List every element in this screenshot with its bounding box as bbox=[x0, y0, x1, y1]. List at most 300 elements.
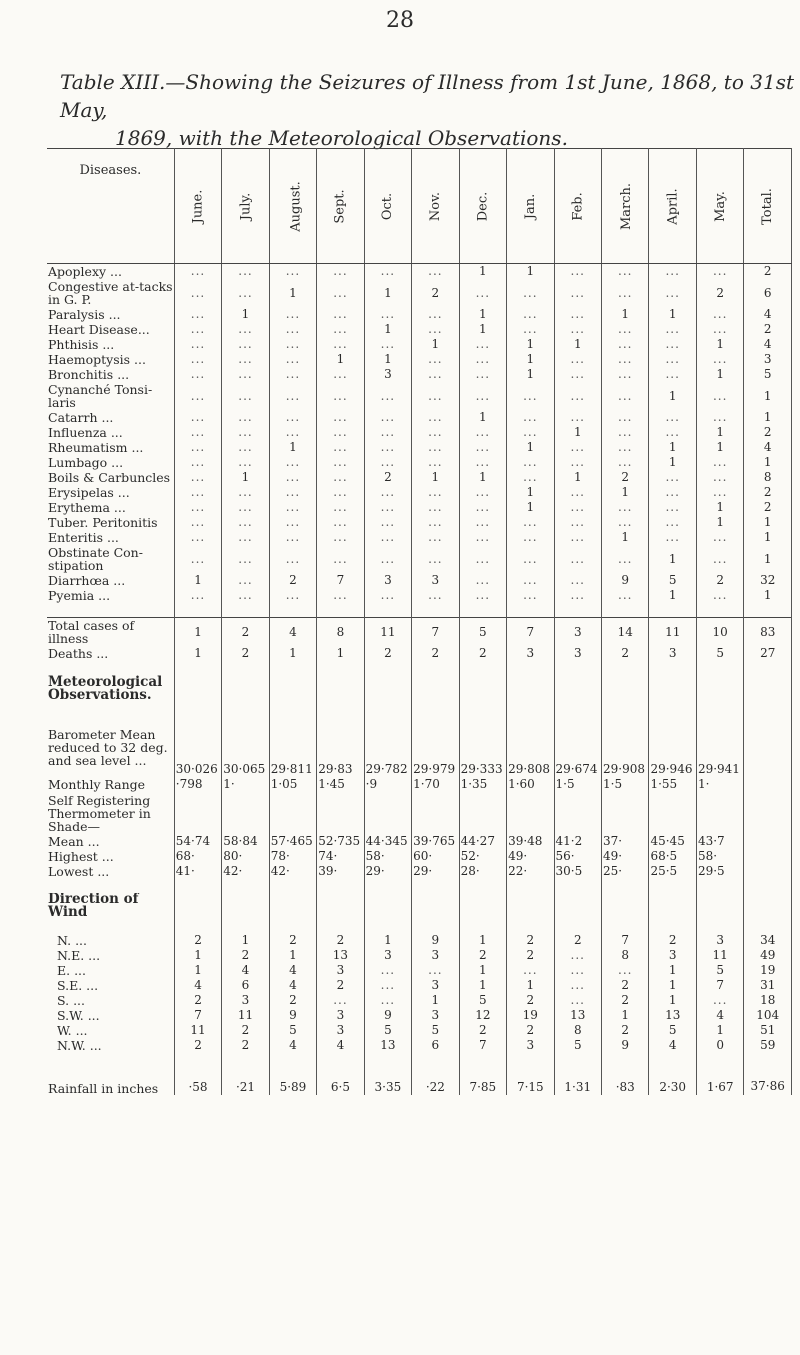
table-cell: ... bbox=[554, 963, 601, 978]
table-cell: 25·5 bbox=[649, 864, 696, 879]
table-cell: ... bbox=[649, 322, 696, 337]
row-label: Haemoptysis ... bbox=[47, 352, 174, 367]
table-cell: ... bbox=[174, 279, 221, 307]
table-cell: 2 bbox=[174, 933, 221, 948]
table-cell: ... bbox=[554, 545, 601, 573]
empty-cell bbox=[602, 661, 649, 675]
table-cell bbox=[744, 893, 792, 919]
disease-row bbox=[47, 279, 792, 307]
row-label: Congestive at-tacks in G. P. bbox=[48, 279, 173, 307]
table-cell: 1 bbox=[696, 337, 743, 352]
table-cell: ... bbox=[317, 307, 364, 322]
table-cell: ... bbox=[602, 500, 649, 515]
empty-cell bbox=[317, 603, 364, 618]
table-cell: ... bbox=[649, 470, 696, 485]
table-cell: ... bbox=[649, 500, 696, 515]
table-cell: ... bbox=[174, 367, 221, 382]
table-cell: 2 bbox=[602, 993, 649, 1008]
table-cell: 78· bbox=[269, 849, 316, 864]
table-cell: 41·2 bbox=[554, 834, 601, 849]
empty-cell bbox=[412, 919, 459, 933]
table-cell: ... bbox=[174, 440, 221, 455]
table-cell: 2 bbox=[459, 1023, 506, 1038]
empty-cell bbox=[744, 661, 792, 675]
table-cell: ... bbox=[364, 382, 411, 410]
table-cell: ... bbox=[317, 530, 364, 545]
table-cell: 2 bbox=[222, 1023, 269, 1038]
table-cell: ... bbox=[174, 307, 221, 322]
row-label: Highest ... bbox=[47, 849, 174, 864]
table-cell: 3 bbox=[364, 367, 411, 382]
table-cell: ... bbox=[459, 352, 506, 367]
table-cell: 5 bbox=[696, 646, 743, 661]
month-header: Sept. bbox=[317, 149, 364, 264]
table-cell: ... bbox=[507, 307, 554, 322]
table-cell: 42· bbox=[269, 864, 316, 879]
disease-row bbox=[47, 545, 792, 573]
table-cell: 9 bbox=[602, 1038, 649, 1053]
table-cell: 3 bbox=[317, 963, 364, 978]
table-cell bbox=[649, 893, 696, 919]
table-cell: 44·345 bbox=[364, 834, 411, 849]
row-label: Barometer Mean reduced to 32 deg. and sea level ... bbox=[47, 717, 174, 777]
table-cell: ... bbox=[696, 352, 743, 367]
table-cell: ... bbox=[317, 367, 364, 382]
table-cell: 3 bbox=[412, 1008, 459, 1023]
table-cell: 2 bbox=[459, 948, 506, 963]
empty-cell bbox=[47, 879, 174, 893]
table-cell: 2 bbox=[269, 993, 316, 1008]
table-cell: 7 bbox=[174, 1008, 221, 1023]
table-cell: 2 bbox=[602, 646, 649, 661]
table-cell: 13 bbox=[649, 1008, 696, 1023]
table-cell: ... bbox=[222, 485, 269, 500]
table-cell: 39·48 bbox=[507, 834, 554, 849]
empty-cell bbox=[554, 661, 601, 675]
table-cell: 58· bbox=[696, 849, 743, 864]
table-cell: ... bbox=[269, 545, 316, 573]
table-cell: 29·946 bbox=[649, 717, 696, 777]
row-label: Rheumatism ... bbox=[47, 440, 174, 455]
table-cell: ... bbox=[174, 352, 221, 367]
table-cell: ... bbox=[554, 367, 601, 382]
empty-cell bbox=[222, 603, 269, 618]
table-cell bbox=[507, 893, 554, 919]
row-label: Boils & Carbuncles bbox=[47, 470, 174, 485]
empty-cell bbox=[269, 919, 316, 933]
table-cell: ... bbox=[554, 352, 601, 367]
spacer-row bbox=[47, 603, 792, 618]
table-cell: 9 bbox=[412, 933, 459, 948]
table-cell: 11 bbox=[649, 618, 696, 647]
table-cell: ... bbox=[649, 367, 696, 382]
table-cell: 68·5 bbox=[649, 849, 696, 864]
empty-cell bbox=[602, 879, 649, 893]
table-cell: 5·89 bbox=[269, 1053, 316, 1095]
empty-cell bbox=[47, 703, 174, 717]
table-cell: 1·5 bbox=[554, 777, 601, 792]
table-cell: 4 bbox=[222, 963, 269, 978]
row-label: S.W. ... bbox=[47, 1008, 174, 1023]
table-cell: 104 bbox=[744, 1008, 792, 1023]
table-cell: ... bbox=[602, 515, 649, 530]
table-cell: ... bbox=[649, 279, 696, 307]
table-cell: ... bbox=[602, 455, 649, 470]
table-cell: ... bbox=[364, 515, 411, 530]
table-cell: 3 bbox=[364, 573, 411, 588]
table-cell: 1 bbox=[744, 410, 792, 425]
table-cell: ... bbox=[412, 515, 459, 530]
table-cell: ... bbox=[554, 455, 601, 470]
empty-cell bbox=[554, 703, 601, 717]
table-cell: 4 bbox=[174, 978, 221, 993]
table-cell: 1 bbox=[744, 455, 792, 470]
table-cell: 1 bbox=[269, 279, 316, 307]
disease-row bbox=[47, 500, 792, 515]
empty-cell bbox=[459, 919, 506, 933]
table-cell: ... bbox=[222, 425, 269, 440]
table-cell: 9 bbox=[602, 573, 649, 588]
table-cell: ... bbox=[269, 455, 316, 470]
table-cell: 1 bbox=[174, 646, 221, 661]
table-cell bbox=[507, 792, 554, 834]
table-cell: 30·065 bbox=[222, 717, 269, 777]
disease-row bbox=[47, 322, 792, 337]
table-cell: ... bbox=[459, 545, 506, 573]
row-label: Lowest ... bbox=[47, 864, 174, 879]
table-cell: 3 bbox=[744, 352, 792, 367]
table-cell: 2·30 bbox=[649, 1053, 696, 1095]
table-cell: ... bbox=[269, 485, 316, 500]
table-cell: ... bbox=[269, 425, 316, 440]
table-cell: ... bbox=[364, 993, 411, 1008]
table-cell: ... bbox=[317, 500, 364, 515]
empty-cell bbox=[554, 603, 601, 618]
table-cell: 29·782 bbox=[364, 717, 411, 777]
table-cell: ... bbox=[459, 279, 506, 307]
table-cell: 2 bbox=[744, 485, 792, 500]
empty-cell bbox=[222, 703, 269, 717]
table-cell: 1 bbox=[459, 963, 506, 978]
table-cell bbox=[696, 893, 743, 919]
table-cell: ... bbox=[412, 545, 459, 573]
empty-cell bbox=[744, 919, 792, 933]
table-cell: ... bbox=[554, 440, 601, 455]
row-label: Pyemia ... bbox=[47, 588, 174, 603]
table-cell: 29·83 bbox=[317, 717, 364, 777]
table-cell: ·9 bbox=[364, 777, 411, 792]
row-label: E. ... bbox=[47, 963, 174, 978]
disease-row bbox=[47, 264, 792, 280]
table-cell: 29·5 bbox=[696, 864, 743, 879]
table-cell: 44·27 bbox=[459, 834, 506, 849]
table-cell: 3 bbox=[696, 933, 743, 948]
table-cell: 3 bbox=[317, 1008, 364, 1023]
illness-meteorology-table bbox=[47, 148, 792, 1095]
table-cell: ... bbox=[459, 500, 506, 515]
table-cell: ... bbox=[412, 425, 459, 440]
row-label: Erysipelas ... bbox=[47, 485, 174, 500]
table-cell: 29·908 bbox=[602, 717, 649, 777]
table-cell: 1 bbox=[649, 993, 696, 1008]
empty-cell bbox=[507, 879, 554, 893]
row-label: Lumbago ... bbox=[47, 455, 174, 470]
table-cell: ... bbox=[649, 352, 696, 367]
empty-cell bbox=[269, 661, 316, 675]
wind-row bbox=[47, 1008, 792, 1023]
disease-row bbox=[47, 440, 792, 455]
table-cell: 8 bbox=[554, 1023, 601, 1038]
table-cell: 57·465 bbox=[269, 834, 316, 849]
month-header: Feb. bbox=[554, 149, 601, 264]
table-cell: 2 bbox=[507, 933, 554, 948]
table-cell bbox=[744, 675, 792, 703]
table-cell bbox=[696, 792, 743, 834]
table-cell: ... bbox=[364, 588, 411, 603]
empty-cell bbox=[696, 703, 743, 717]
table-cell: ... bbox=[554, 322, 601, 337]
table-cell: 1 bbox=[459, 264, 506, 280]
table-cell: 7 bbox=[507, 618, 554, 647]
empty-cell bbox=[317, 879, 364, 893]
table-cell: 13 bbox=[554, 1008, 601, 1023]
table-cell: 2 bbox=[222, 646, 269, 661]
table-cell: 1 bbox=[649, 963, 696, 978]
table-cell bbox=[649, 675, 696, 703]
table-cell: ·58 bbox=[174, 1053, 221, 1095]
row-label: N.E. ... bbox=[47, 948, 174, 963]
table-cell: 2 bbox=[507, 948, 554, 963]
table-cell bbox=[507, 675, 554, 703]
table-cell bbox=[602, 675, 649, 703]
spacer-row bbox=[47, 703, 792, 717]
wind-row bbox=[47, 948, 792, 963]
table-cell: 13 bbox=[364, 1038, 411, 1053]
table-cell: 3 bbox=[554, 646, 601, 661]
table-cell: 0 bbox=[696, 1038, 743, 1053]
table-cell bbox=[222, 675, 269, 703]
table-cell: ... bbox=[459, 382, 506, 410]
table-cell: 1·5 bbox=[602, 777, 649, 792]
row-label: S. ... bbox=[47, 993, 174, 1008]
table-cell: ... bbox=[412, 440, 459, 455]
table-cell: ... bbox=[649, 337, 696, 352]
table-cell: ... bbox=[222, 515, 269, 530]
table-cell: 58·84 bbox=[222, 834, 269, 849]
table-cell bbox=[364, 792, 411, 834]
table-cell: 5 bbox=[696, 963, 743, 978]
table-cell: ... bbox=[649, 425, 696, 440]
table-cell: 49· bbox=[602, 849, 649, 864]
row-label: W. ... bbox=[47, 1023, 174, 1038]
table-cell: ... bbox=[317, 279, 364, 307]
table-cell: 4 bbox=[269, 618, 316, 647]
table-cell: 2 bbox=[554, 933, 601, 948]
table-cell bbox=[269, 675, 316, 703]
table-cell: 5 bbox=[269, 1023, 316, 1038]
table-cell: 3 bbox=[364, 948, 411, 963]
table-cell bbox=[602, 792, 649, 834]
empty-cell bbox=[696, 661, 743, 675]
empty-cell bbox=[269, 603, 316, 618]
table-cell: 37·86 bbox=[744, 1053, 792, 1095]
empty-cell bbox=[317, 703, 364, 717]
table-cell: 11 bbox=[174, 1023, 221, 1038]
empty-cell bbox=[222, 879, 269, 893]
table-cell: 80· bbox=[222, 849, 269, 864]
table-cell bbox=[364, 675, 411, 703]
table-cell: 1 bbox=[412, 993, 459, 1008]
table-cell: 1 bbox=[649, 440, 696, 455]
table-cell: ... bbox=[696, 993, 743, 1008]
table-cell: ... bbox=[412, 485, 459, 500]
empty-cell bbox=[696, 603, 743, 618]
table-cell: 1 bbox=[744, 588, 792, 603]
table-cell: 59 bbox=[744, 1038, 792, 1053]
table-cell: 68· bbox=[174, 849, 221, 864]
table-cell: ... bbox=[554, 515, 601, 530]
table-cell: ... bbox=[364, 425, 411, 440]
table-cell: ... bbox=[602, 545, 649, 573]
empty-cell bbox=[269, 879, 316, 893]
table-cell: 11 bbox=[696, 948, 743, 963]
month-header: Dec. bbox=[459, 149, 506, 264]
table-cell: ... bbox=[649, 515, 696, 530]
table-cell: 1·35 bbox=[459, 777, 506, 792]
table-cell: ... bbox=[269, 367, 316, 382]
diseases-header: Diseases. bbox=[47, 149, 174, 264]
empty-cell bbox=[554, 879, 601, 893]
table-cell: 1 bbox=[649, 545, 696, 573]
table-cell: 1 bbox=[696, 440, 743, 455]
table-cell: ... bbox=[696, 470, 743, 485]
table-cell: ... bbox=[507, 573, 554, 588]
table-cell: 7 bbox=[412, 618, 459, 647]
empty-cell bbox=[174, 879, 221, 893]
table-cell: ... bbox=[317, 455, 364, 470]
table-cell: ... bbox=[507, 279, 554, 307]
table-cell: 5 bbox=[554, 1038, 601, 1053]
table-cell: ... bbox=[459, 425, 506, 440]
table-cell: ... bbox=[696, 588, 743, 603]
table-cell: 4 bbox=[744, 307, 792, 322]
table-cell: ... bbox=[364, 264, 411, 280]
month-header: March. bbox=[602, 149, 649, 264]
table-cell: 2 bbox=[507, 1023, 554, 1038]
table-cell: ... bbox=[317, 588, 364, 603]
table-cell: 3 bbox=[649, 948, 696, 963]
table-cell: 1 bbox=[222, 307, 269, 322]
table-cell: 5 bbox=[744, 367, 792, 382]
table-cell: ... bbox=[459, 530, 506, 545]
table-cell: 1 bbox=[649, 307, 696, 322]
table-cell: 41· bbox=[174, 864, 221, 879]
table-cell: 6·5 bbox=[317, 1053, 364, 1095]
table-cell bbox=[649, 792, 696, 834]
table-cell bbox=[174, 792, 221, 834]
table-cell: ... bbox=[507, 588, 554, 603]
row-label: Direction of Wind bbox=[47, 893, 174, 919]
table-cell: ... bbox=[174, 545, 221, 573]
disease-row bbox=[47, 588, 792, 603]
table-cell: 1·55 bbox=[649, 777, 696, 792]
table-cell: ... bbox=[602, 367, 649, 382]
disease-row bbox=[47, 515, 792, 530]
table-cell: ... bbox=[602, 382, 649, 410]
table-cell: ... bbox=[602, 322, 649, 337]
table-cell: 1 bbox=[364, 322, 411, 337]
empty-cell bbox=[459, 879, 506, 893]
empty-cell bbox=[649, 703, 696, 717]
table-cell: ... bbox=[412, 588, 459, 603]
table-cell: 9 bbox=[364, 1008, 411, 1023]
table-cell: 2 bbox=[507, 993, 554, 1008]
table-cell: 5 bbox=[364, 1023, 411, 1038]
caption-line-2: 1869, with the Meteorological Observations. bbox=[115, 126, 568, 150]
empty-cell bbox=[602, 603, 649, 618]
table-cell: 1 bbox=[269, 440, 316, 455]
table-cell bbox=[696, 675, 743, 703]
table-cell: 3 bbox=[412, 948, 459, 963]
table-cell: ... bbox=[602, 352, 649, 367]
empty-cell bbox=[364, 703, 411, 717]
table-cell: 51 bbox=[744, 1023, 792, 1038]
table-cell: 1 bbox=[649, 455, 696, 470]
table-cell: 1 bbox=[364, 933, 411, 948]
wind-row bbox=[47, 933, 792, 948]
table-cell: 8 bbox=[744, 470, 792, 485]
table-cell: ... bbox=[696, 264, 743, 280]
total-header: Total. bbox=[744, 149, 792, 264]
table-cell: ... bbox=[554, 978, 601, 993]
table-cell: 2 bbox=[364, 470, 411, 485]
table-cell bbox=[554, 893, 601, 919]
table-cell: 1 bbox=[412, 470, 459, 485]
table-cell: 1 bbox=[459, 978, 506, 993]
table-cell: 1 bbox=[602, 485, 649, 500]
table-cell: ... bbox=[696, 410, 743, 425]
table-cell: 1 bbox=[744, 382, 792, 410]
table-cell bbox=[744, 849, 792, 864]
table-cell: 2 bbox=[317, 933, 364, 948]
table-cell: ... bbox=[269, 382, 316, 410]
table-cell: 1 bbox=[554, 337, 601, 352]
table-cell: 1 bbox=[507, 264, 554, 280]
empty-cell bbox=[412, 879, 459, 893]
row-label: Erythema ... bbox=[47, 500, 174, 515]
table-cell: 8 bbox=[317, 618, 364, 647]
thermometer-mean-row bbox=[47, 834, 792, 849]
table-cell: 18 bbox=[744, 993, 792, 1008]
table-cell: 4 bbox=[317, 1038, 364, 1053]
row-label: S.E. ... bbox=[47, 978, 174, 993]
table-cell: 1 bbox=[696, 425, 743, 440]
table-cell: 5 bbox=[412, 1023, 459, 1038]
total-row bbox=[47, 646, 792, 661]
table-cell: 1 bbox=[174, 948, 221, 963]
table-cell bbox=[459, 792, 506, 834]
meteorological-section-row bbox=[47, 675, 792, 703]
empty-cell bbox=[744, 703, 792, 717]
empty-cell bbox=[554, 919, 601, 933]
wind-row bbox=[47, 1023, 792, 1038]
empty-cell bbox=[602, 919, 649, 933]
empty-cell bbox=[507, 703, 554, 717]
table-cell: ... bbox=[317, 515, 364, 530]
table-cell: ... bbox=[507, 382, 554, 410]
table-cell: 4 bbox=[649, 1038, 696, 1053]
spacer-row bbox=[47, 919, 792, 933]
